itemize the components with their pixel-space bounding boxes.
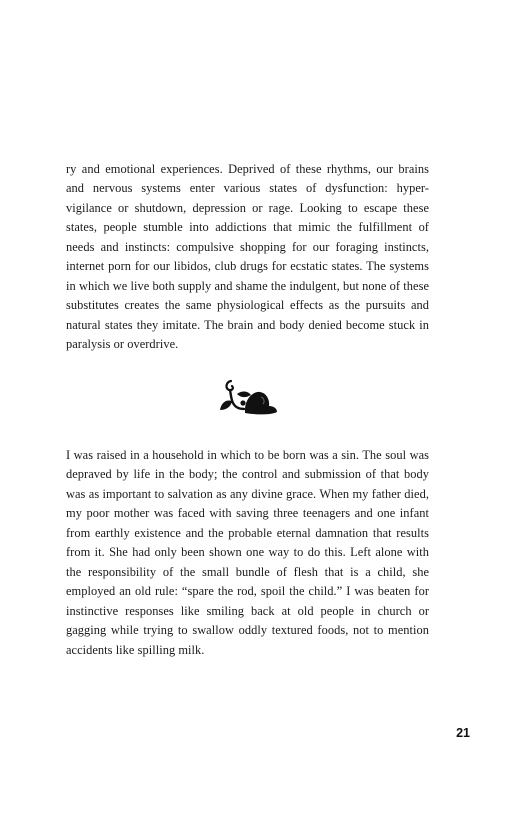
page-number: 21 xyxy=(456,726,470,740)
snail-vine-ornament-icon xyxy=(217,377,279,419)
body-paragraph-2: I was raised in a household in which to be born was a sin. The soul was depraved by life in the body; the control and submission of that body was as important to salvation as any divine grace. When my father died, my poor mother was faced with saving three teenagers and one infant from earthly existence and the probable eternal damnation that results from it. She had only been shown one way to do this. Left alone with the responsibility of the small bundle of flesh that is a child, she employed an old rule: “spare the rod, spoil the child.” I was beaten for instinctive responses like smiling back at old people in church or gagging while trying to swallow oddly textured foods, not to mention accidents like spilling milk. xyxy=(66,448,429,657)
body-paragraph-1: ry and emotional experiences. Deprived of these rhythms, our brains and nervous systems enter various states of dysfunction: hyper-vigilance or shutdown, depression or rage. Looking to escape these states, people stumble into addictions that mimic the fulfillment of needs and instincts: compulsive shopping for our foraging instincts, internet porn for our libidos, club drugs for ecstatic states. The systems in which we live both supply and shame the indulgent, but none of these substitutes creates the same physiological effects as the pursuits and natural states they imitate. The brain and body denied become stuck in paralysis or overdrive. xyxy=(66,162,429,352)
